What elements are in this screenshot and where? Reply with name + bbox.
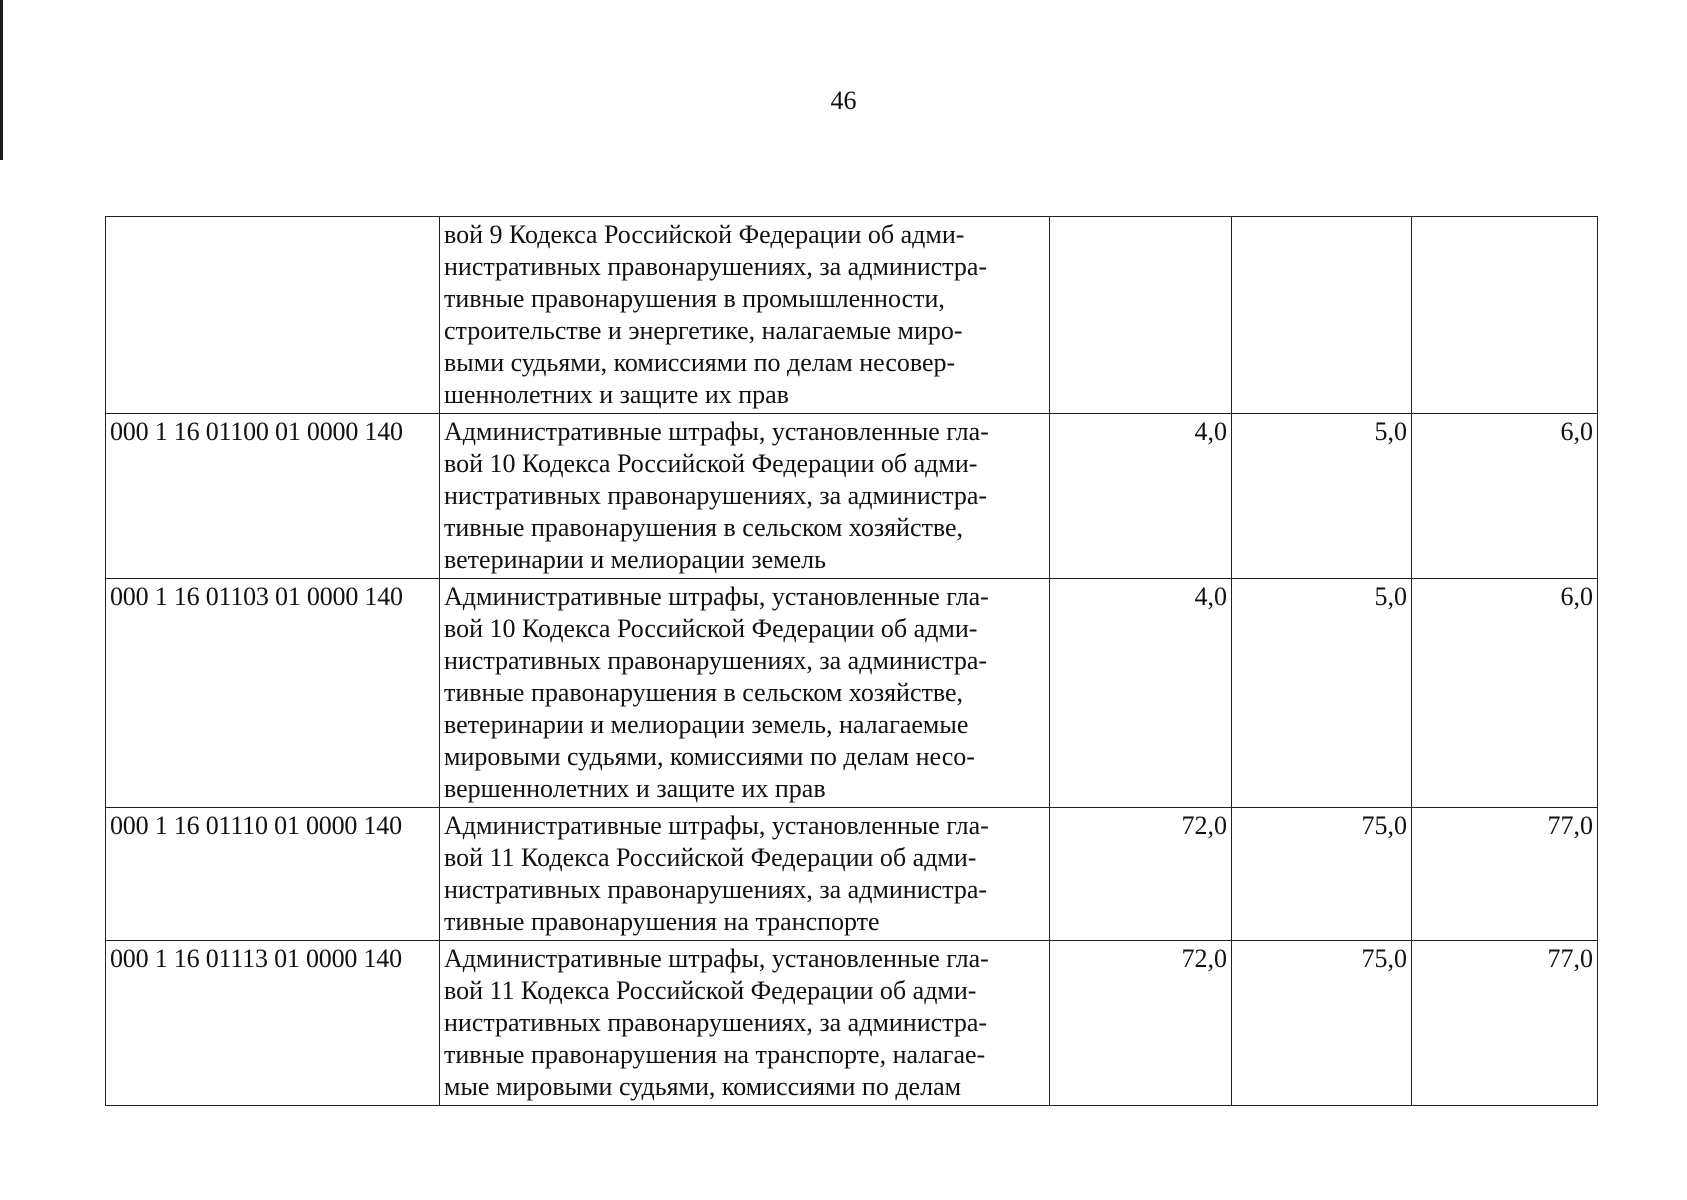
value-cell-year-2: 75,0 xyxy=(1232,941,1412,1106)
value-cell-year-1: 72,0 xyxy=(1050,941,1232,1106)
description-line: тивные правонарушения на транспорте xyxy=(444,907,880,936)
description-line: тивные правонарушения в промышленности, xyxy=(444,284,945,313)
description-line: Административные штрафы, установленные гла- xyxy=(444,417,989,446)
description-line: тивные правонарушения на транспорте, налагае- xyxy=(444,1040,986,1069)
value-cell-year-3: 77,0 xyxy=(1412,808,1598,941)
value-cell-year-1: 72,0 xyxy=(1050,808,1232,941)
description-line: нистративных правонарушениях, за администра- xyxy=(444,875,988,904)
value-cell-year-1: 4,0 xyxy=(1050,414,1232,579)
budget-code-cell: 000 1 16 01113 01 0000 140 xyxy=(106,941,440,1106)
description-cell xyxy=(440,579,1050,808)
description-cell xyxy=(440,808,1050,941)
value-cell-year-2: 5,0 xyxy=(1232,579,1412,808)
value-cell-year-3: 6,0 xyxy=(1412,414,1598,579)
budget-code-cell xyxy=(106,217,440,414)
description-line: Административные штрафы, установленные гла- xyxy=(444,944,989,973)
budget-code-cell: 000 1 16 01100 01 0000 140 xyxy=(106,414,440,579)
description-cell xyxy=(440,217,1050,414)
description-line: шеннолетних и защите их прав xyxy=(444,380,789,409)
scan-edge-line xyxy=(0,0,3,160)
description-line: тивные правонарушения в сельском хозяйстве, xyxy=(444,513,964,542)
description-line: выми судьями, комиссиями по делам несовер- xyxy=(444,348,956,377)
table-row xyxy=(106,217,1598,414)
description-line: тивные правонарушения в сельском хозяйстве, xyxy=(444,678,964,707)
description-line: мые мировыми судьями, комиссиями по делам xyxy=(444,1072,962,1101)
value-cell-year-2: 5,0 xyxy=(1232,414,1412,579)
table-row xyxy=(106,808,1598,941)
description-line: Административные штрафы, установленные гла- xyxy=(444,811,989,840)
page-number: 46 xyxy=(830,86,857,115)
description-line: мировыми судьями, комиссиями по делам несо- xyxy=(444,742,975,771)
value-cell-year-3: 6,0 xyxy=(1412,579,1598,808)
description-line: Административные штрафы, установленные гла- xyxy=(444,582,989,611)
value-cell-year-2 xyxy=(1232,217,1412,414)
description-line: нистративных правонарушениях, за администра- xyxy=(444,481,988,510)
description-line: нистративных правонарушениях, за администра- xyxy=(444,1008,988,1037)
description-line: вой 10 Кодекса Российской Федерации об адми- xyxy=(444,614,978,643)
table-row xyxy=(106,414,1598,579)
description-line: ветеринарии и мелиорации земель, налагаемые xyxy=(444,710,969,739)
value-cell-year-3: 77,0 xyxy=(1412,941,1598,1106)
description-line: вершеннолетних и защите их прав xyxy=(444,774,826,803)
description-line: нистративных правонарушениях, за администра- xyxy=(444,646,988,675)
description-line: вой 10 Кодекса Российской Федерации об адми- xyxy=(444,449,978,478)
description-line: нистративных правонарушениях, за администра- xyxy=(444,252,988,281)
value-cell-year-3 xyxy=(1412,217,1598,414)
description-cell xyxy=(440,941,1050,1106)
description-line: вой 11 Кодекса Российской Федерации об адми- xyxy=(444,843,977,872)
budget-code-cell: 000 1 16 01110 01 0000 140 xyxy=(106,808,440,941)
description-line: вой 11 Кодекса Российской Федерации об адми- xyxy=(444,976,977,1005)
description-line: вой 9 Кодекса Российской Федерации об адми- xyxy=(444,220,965,249)
value-cell-year-1 xyxy=(1050,217,1232,414)
revenue-table xyxy=(105,216,1598,1106)
description-cell xyxy=(440,414,1050,579)
budget-code-cell: 000 1 16 01103 01 0000 140 xyxy=(106,579,440,808)
table-row xyxy=(106,941,1598,1106)
description-line: строительстве и энергетике, налагаемые миро- xyxy=(444,316,963,345)
value-cell-year-2: 75,0 xyxy=(1232,808,1412,941)
revenue-table-body xyxy=(106,217,1598,1106)
table-row xyxy=(106,579,1598,808)
value-cell-year-1: 4,0 xyxy=(1050,579,1232,808)
description-line: ветеринарии и мелиорации земель xyxy=(444,545,826,574)
